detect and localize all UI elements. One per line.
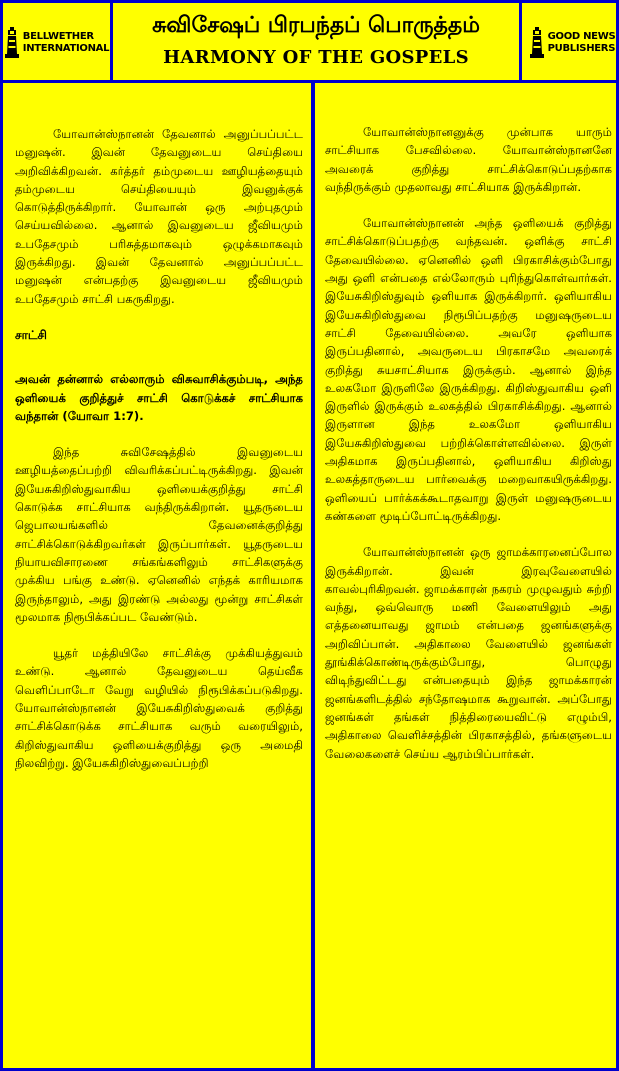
tamil-title: சுவிசேஷப் பிரபந்தப் பொருத்தம் [152, 13, 480, 38]
paragraph: இந்த சுவிசேஷத்தில் இவனுடைய ஊழியத்தைப்பற்றி விவரிக்கப்பட்டிருக்கிறது. இவன் இயேசுகிறிஸ்துவாகிய ஒளியைக்குறித்து சாட்சி கொடுக்க சாட்சியாக வந்திருக்கிறான். யூதருடைய ஜெபாலயங்களில் தேவனைக்குறித்து சாட்சிக்கொடுக்கிறவர்கள் இருப்பார்கள். யூதருடைய நியாயவிசாரணை சங்கங்களிலும் சாட்சிகளுக்கு முக்கிய பங்கு உண்டு. ஏனெனில் எந்தக் காரியமாக இருந்தாலும், அது இரண்டு அல்லது மூன்று சாட்சிகள் மூலமாக நிரூபிக்கப்பட வேண்டும். [15, 445, 303, 624]
paragraph: யோவான்ஸ்நானன் தேவனால் அனுப்பப்பட்ட மனுஷன். இவன் தேவனுடைய செய்தியை அறிவிக்கிறவன். கர்த்தர் தம்முடைய ஊழியத்தையும் தம்முடைய செய்தியையும் இவனுக்குக் கொடுத்திருக்கிறார். யோவான் ஒரு அற்புதமும் செய்யவில்லை. ஆனால் இவனுடைய ஜீவியமும் உபதேசமும் பரிசுத்தமாகவும் ஒழுக்கமாகவும் இருக்கிறது. இவன் தேவனால் அனுப்பப்பட்ட மனுஷன் என்பதற்கு இவனுடைய ஜீவியமும் உபதேசமும் சாட்சி பகருகிறது. [15, 127, 303, 306]
paragraph: யோவான்ஸ்நானனுக்கு முன்பாக யாரும் சாட்சியாக பேசவில்லை. யோவான்ஸ்நானனே அவரைக் குறித்து சாட்சிக்கொடுப்பதற்காக வந்திருக்கும் முதலாவது சாட்சியாக இருக்கிறான். [325, 125, 612, 194]
paragraph: யூதர் மத்தியிலே சாட்சிக்கு முக்கியத்துவம் உண்டு. ஆனால் தேவனுடைய தெய்வீக வெளிப்பாடோ வேறு வழியில் நிரூபிக்கப்படுகிறது. யோவான்ஸ்நானன் இயேசுகிறிஸ்துவைக் குறித்து சாட்சிக்கொடுக்க சாட்சியாக வரும் வரையிலும், கிறிஸ்துவாகிய ஒளியைக்குறித்து ஒரு அமைதி நிலவிற்று. இயேசுகிறிஸ்துவைப்பற்றி [15, 646, 303, 770]
logo-line-2: INTERNATIONAL [22, 43, 110, 54]
section-heading: சாட்சி [15, 327, 47, 342]
paragraph: யோவான்ஸ்நானன் அந்த ஒளியைக் குறித்து சாட்சிக்கொடுப்பதற்கு வந்தவன். ஒளிக்கு சாட்சி தேவையில்லை. ஏனெனில் ஒளி பிரகாசிக்கும்போது அது ஒளி என்பதை எல்லோரும் புரிந்துகொள்வார்கள். இயேசுகிறிஸ்துவும் ஒளியாக இருக்கிறார். ஒளியாகிய இயேசுகிறிஸ்துவை நிரூபிப்பதற்கு மனுஷருடைய சாட்சி தேவையில்லை. அவரே ஒளியாக இருப்பதினால், அவருடைய பிரகாசமே அவரைக் குறித்து சுயசாட்சியாக இருக்கும். ஆனால் இந்த உலகமோ இருளிலே இருக்கிறது. கிறிஸ்துவாகிய ஒளி இருளில் இருக்கும் உலகத்தில் பிரகாசிக்கிறது. ஆனால் இருளான இந்த உலகமோ ஒளியாகிய இயேசுகிறிஸ்துவை பற்றிக்கொள்ளவில்லை. இருள் அதிகமாக இருப்பதினால், ஒளியாகிய கிறிஸ்து உலகத்தாருடைய பார்வைக்கு மறைவாகயிருக்கிறது. ஒளியைப் பார்க்கக்கூடாதவாறு இருள் மனுஷருடைய கண்களை மூடிப்போட்டிருக்கிறது. [325, 216, 612, 523]
logo-line-1: BELLWETHER [22, 31, 94, 42]
scripture-quote: அவன் தன்னால் எல்லாரும் விசுவாசிக்கும்படி, அந்த ஒளியைக் குறித்துச் சாட்சி கொடுக்கச் சாட்சியாக வந்தான் (யோவா 1:7). [15, 372, 303, 423]
logo-line-2: PUBLISHERS [547, 43, 616, 54]
left-column-text [15, 125, 303, 790]
logo-line-1: GOOD NEWS [547, 31, 616, 42]
paragraph: யோவான்ஸ்நானன் ஒரு ஜாமக்காரனைப்போல இருக்கிறான். இவன் இரவுவேளையில் காவல்புரிகிறவன். ஜாமக்காரன் நகரம் முழுவதும் சுற்றி வந்து, ஒவ்வொரு மணி வேளையிலும் அது எத்தனையாவது ஜாமம் என்பதை ஜனங்களுக்கு அறிவிப்பான். அதிகாலை வேளையில் ஜனங்கள் தூங்கிக்கொண்டிருக்கும்போது, பொழுது விடிந்துவிட்டது என்பதையும் இந்த ஜாமக்காரன் ஜனங்களிடத்தில் சந்தோஷமாக கூறுவான். அப்போது ஜனங்கள் தங்கள் நித்திரையைவிட்டு எழும்பி, அதிகாலை வெளிச்சத்தின் பிரகாசத்தில், தங்களுடைய வேலைகளைச் செய்ய ஆரம்பிப்பார்கள். [325, 545, 612, 761]
right-column-text [325, 123, 612, 781]
header [3, 3, 619, 83]
right-column [315, 83, 619, 1068]
bellwether-logo [3, 3, 113, 83]
lighthouse-icon [4, 27, 20, 59]
left-column [3, 83, 315, 1068]
title-block [113, 3, 519, 80]
english-title: HARMONY OF THE GOSPELS [163, 47, 469, 68]
lighthouse-icon [529, 27, 545, 59]
good-news-logo [519, 3, 619, 83]
